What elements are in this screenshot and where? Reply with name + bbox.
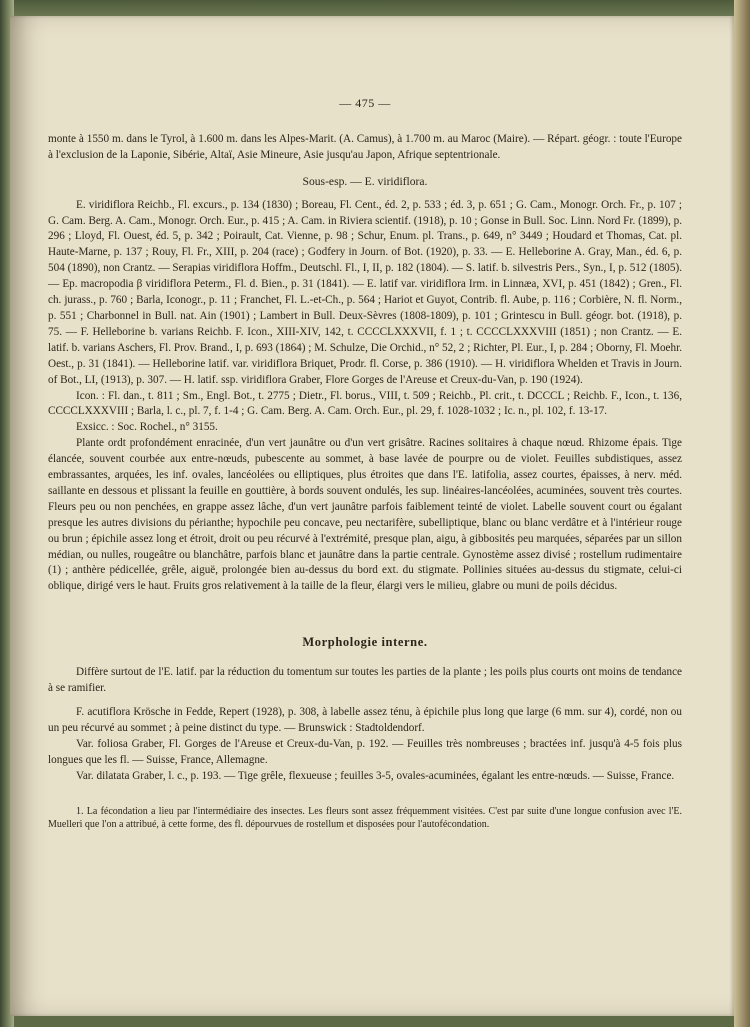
morphology-heading: Morphologie interne. — [302, 635, 428, 650]
subspecies-heading: Sous-esp. — E. viridiflora. — [302, 174, 428, 188]
book-right-edge — [734, 0, 750, 1027]
morphology-paragraph: Diffère surtout de l'E. latif. par la réduction du tomentum sur toutes les parties de la plante ; les poils plus courts ont moins de tendance à se ramifier. — [48, 666, 682, 695]
dilatata-paragraph: Var. dilatata Graber, l. c., p. 193. — Tige grêle, flexueuse ; feuilles 3-5, ovales-acuminées, égalant les entre-nœuds. — Suisse, France. — [76, 769, 675, 782]
exsiccata-paragraph: Exsicc. : Soc. Rochel., n° 3155. — [76, 421, 218, 434]
iconography-paragraph: Icon. : Fl. dan., t. 811 ; Sm., Engl. Bot., t. 2775 ; Dietr., Fl. borus., VIII, t. 509 ; Reichb., Pl. crit., t. DCCCL ; Reichb. F., Icon., t. 136, CCCCLXXXVIII ; Barla, l. c., pl. 7, f. 1-4 ; G. Cam. Berg. A. Cam. Orch. Eur., pl. 29, f. 1028-1032 ; Ic. n., pl. 102, f. 13-17. — [48, 389, 682, 418]
page-number: — 475 — — [339, 96, 391, 110]
footnote: 1. La fécondation a lieu par l'intermédiaire des insectes. Les fleurs sont assez fréquemment visitées. C'est par suite d'une longue confusion avec l'E. Muelleri que l'on a attribué, à cette forme, des fl. dépourvues de rostellum et disposées pour l'autofécondation. — [48, 805, 682, 830]
intro-paragraph: monte à 1550 m. dans le Tyrol, à 1.600 m. dans les Alpes-Marit. (A. Camus), à 1.700 m. au Maroc (Maire). — Répart. géogr. : toute l'Europe à l'exclusion de la Laponie, Sibérie, Altaï, Asie Mineure, Asie jusqu'au Japon, Afrique septentrionale. — [48, 132, 682, 161]
page-content — [48, 96, 682, 831]
foliosa-paragraph: Var. foliosa Graber, Fl. Gorges de l'Areuse et Creux-du-Van, p. 192. — Feuilles très nombreuses ; bractées inf. jusqu'à 4-5 fois plus longues que les fl. — Suisse, France, Allemagne. — [48, 737, 682, 766]
acutiflora-paragraph: F. acutiflora Krösche in Fedde, Repert (1928), p. 308, à labelle assez ténu, à épichile plus long que large (6 mm. sur 4), cordé, non ou un peu récurvé au sommet ; à peine distinct du type. — Brunswick : Stadtoldendorf. — [48, 706, 682, 734]
description-paragraph: Plante ordt profondément enracinée, d'un vert jaunâtre ou d'un vert grisâtre. Racines solitaires à chaque nœud. Rhizome épais. Tige élancée, souvent courbée aux entre-nœuds, pubescente au sommet, à base lavée de pourpre ou de violet. Feuilles subdistiques, assez embrassantes, arquées, les inf. ovales, lancéolées ou elliptiques, plus étroites que dans l'E. latifolia, assez courtes, épaisses, à nerv. méd. saillante en dessous et plissant la feuille en gouttière, à bords souvent ondulés, les sup. linéaires-lancéolées, acuminées, souvent très courtes. Fleurs peu ou non penchées, en grappe assez lâche, d'un vert jaunâtre parfois faiblement teinté de violet. Labelle souvent court ou égalant presque les autres divisions du périanthe; hypochile peu concave, peu nectarifère, subelliptique, blanc ou blanc verdâtre et à l'intérieur rouge ou brun ; épichile assez long et étroit, droit ou peu récurvé à l'extrémité, presque plan, aigu, à gibbosités peu marquées, séparées par un sillon médian, ou nulles, rougeâtre ou blanchâtre, parfois blanc et jaunâtre dans la partie centrale. Gynostème assez divisé ; rostellum rudimentaire (1) ; anthère pédicellée, grêle, aiguë, prolongée bien au-dessus du bord ext. du stigmate. Pollinies situées au-dessus du stigmate, celui-ci oblique, dirigé vers le haut. Fruits gros relativement à la taille de la fleur, élargi vers le milieu, glabre ou muni de poils décidus. — [48, 437, 682, 593]
synonymy-paragraph: E. viridiflora Reichb., Fl. excurs., p. 134 (1830) ; Boreau, Fl. Cent., éd. 2, p. 533 ; éd. 3, p. 651 ; G. Cam., Monogr. Orch. Fr., p. 107 ; G. Cam. Berg. A. Cam., Monogr. Orch. Eur., p. 415 ; A. Cam. in Riviera scientif. (1918), p. 10 ; Gonse in Bull. Soc. Linn. Nord Fr. (1899), p. 296 ; Lloyd, Fl. Ouest, éd. 5, p. 342 ; Poirault, Cat. Vienne, p. 98 ; Schur, Enum. pl. Trans., p. 649, n° 3449 ; Houdard et Thomas, Cat. pl. Haute-Marne, p. 137 ; Rouy, Fl. Fr., XIII, p. 204 (race) ; Godfery in Journ. of Bot. (1920), p. 33. — E. Helleborine A. Gray, Man., éd. 6, p. 504 (1890), non Crantz. — Serapias viridiflora Hoffm., Deutschl. Fl., I, II, p. 182 (1804). — S. latif. b. silvestris Pers., Syn., I, p. 512 (1805). — Ep. macropodia β viridiflora Peterm., Fl. d. Bien., p. 31 (1841). — E. latif var. viridiflora Irm. in Linnæa, XVI, p. 451 (1842) ; Gren., Fl. ch. jurass., p. 760 ; Barla, Iconogr., p. 11 ; Franchet, Fl. L.-et-Ch., p. 564 ; Hariot et Guyot, Contrib. fl. Aube, p. 116 ; Corbière, N. fl. Norm., p. 551 ; Charbonnel in Bull. nat. Ain (1901) ; Lambert in Bull. Deux-Sèvres (1808-1809), p. 101 ; Grintescu in Bull. géogr. bot. (1918), p. 75. — F. Helleborine b. varians Reichb. F. Icon., XIII-XIV, 142, t. CCCCLXXXVII, f. 1 ; t. CCCCLXXXVIII (1851) ; non Crantz. — E. latif. b. varians Aschers, Fl. Prov. Brand., I, p. 693 (1864) ; M. Schulze, Die Orchid., n° 52, 2 ; Richter, Pl. Eur., I, p. 284 ; Oborny, Fl. Moehr. Oest., p. 31 (1841). — Helleborine latif. var. viridiflora Briquet, Prodr. fl. Corse, p. 386 (1910). — H. viridiflora Whelden et Travis in Journ. of Bot., LI, (1913), p. 307. — H. latif. ssp. viridiflora Graber, Flore Gorges de l'Areuse et Creux-du-Van, p. 190 (1924). — [48, 198, 682, 386]
